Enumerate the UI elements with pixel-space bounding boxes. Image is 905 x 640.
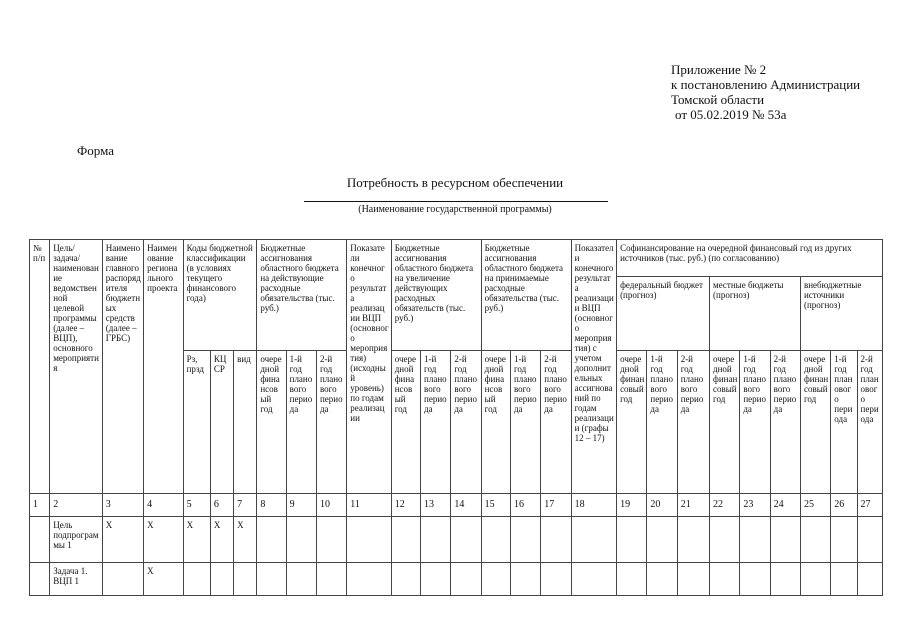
column-number: 12 — [391, 494, 420, 517]
header-plan-year-1: 1-й год планового периода — [421, 351, 451, 494]
appendix-block — [671, 62, 860, 122]
appendix-line-3: Томской области — [671, 92, 765, 107]
header-plan-year-1: 1-й год планового периода — [510, 351, 540, 494]
column-number: 9 — [286, 494, 316, 517]
table-cell — [316, 517, 346, 563]
table-cell — [481, 517, 510, 563]
header-federal: федеральный бюджет (прогноз) — [617, 277, 710, 351]
column-number: 20 — [647, 494, 677, 517]
column-number: 4 — [144, 494, 183, 517]
form-label: Форма — [77, 143, 114, 158]
row-project: Х — [144, 563, 183, 596]
header-current-year: очередной финансовый год — [391, 351, 420, 494]
column-number: 10 — [316, 494, 346, 517]
header-no: № п/п — [30, 240, 50, 494]
row-rz: Х — [183, 517, 210, 563]
column-number: 24 — [770, 494, 800, 517]
table-cell — [510, 563, 540, 596]
resource-table — [29, 239, 883, 596]
table-cell — [451, 563, 481, 596]
table-row — [30, 563, 883, 596]
header-rz: Рз, прзд — [183, 351, 210, 494]
header-goal: Цель/задача/наименование ведомственной целевой программы (далее – ВЦП), основного мероприятия — [50, 240, 103, 494]
table-row — [30, 517, 883, 563]
table-cell — [541, 517, 571, 563]
header-cofinancing: Софинансирование на очередной финансовый год из других источников (тыс. руб.) (по согласованию) — [617, 240, 883, 277]
header-plan-year-2: 2-й год планового периода — [770, 351, 800, 494]
table-cell — [234, 563, 257, 596]
table-cell — [347, 563, 391, 596]
header-plan-year-2: 2-й год планового периода — [677, 351, 709, 494]
header-csr: КЦСР — [210, 351, 233, 494]
header-plan-year-2: 2-й год планового периода — [541, 351, 571, 494]
column-number: 21 — [677, 494, 709, 517]
appendix-line-1: Приложение № 2 — [671, 62, 767, 77]
table-cell — [183, 563, 210, 596]
column-number: 14 — [451, 494, 481, 517]
table-cell — [740, 517, 770, 563]
table-cell — [740, 563, 770, 596]
table-cell — [571, 563, 616, 596]
table-cell — [347, 517, 391, 563]
table-cell — [286, 563, 316, 596]
header-current-year: очередной финансовый год — [481, 351, 510, 494]
row-vid: Х — [234, 517, 257, 563]
column-number: 25 — [800, 494, 830, 517]
column-number: 17 — [541, 494, 571, 517]
appendix-line-2: к постановлению Администрации — [671, 77, 861, 92]
table-cell — [857, 563, 882, 596]
column-number: 7 — [234, 494, 257, 517]
table-cell — [647, 563, 677, 596]
header-plan-year-2: 2-й год планового периода — [316, 351, 346, 494]
program-name-line — [304, 201, 608, 202]
table-cell — [857, 517, 882, 563]
row-project: Х — [144, 517, 183, 563]
header-plan-year-1: 1-й год планового периода — [286, 351, 316, 494]
column-number: 19 — [617, 494, 647, 517]
table-cell — [831, 517, 857, 563]
header-plan-year-2: 2-й год планового периода — [451, 351, 481, 494]
column-number: 3 — [102, 494, 143, 517]
column-number: 16 — [510, 494, 540, 517]
appendix-line-4: от 05.02.2019 № 53а — [675, 107, 787, 122]
row-name: Цель подпрограммы 1 — [50, 517, 103, 563]
header-current-year: очередной финансовый год — [257, 351, 286, 494]
row-grbs: Х — [102, 517, 143, 563]
header-local: местные бюджеты (прогноз) — [710, 277, 801, 351]
header-plan-year-1: 1-й год планового периода — [831, 351, 857, 494]
column-number: 27 — [857, 494, 882, 517]
table-cell — [571, 517, 616, 563]
table-cell — [421, 517, 451, 563]
table-cell — [647, 517, 677, 563]
header-grbs: Наименование главного распорядителя бюджетных средств (далее – ГРБС) — [102, 240, 143, 494]
table-cell — [316, 563, 346, 596]
table-cell — [102, 563, 143, 596]
header-plan-year-1: 1-й год планового периода — [740, 351, 770, 494]
table-cell — [510, 517, 540, 563]
row-name: Задача 1. ВЦП 1 — [50, 563, 103, 596]
column-number-row — [30, 494, 883, 517]
column-number: 23 — [740, 494, 770, 517]
table-cell — [286, 517, 316, 563]
column-number: 5 — [183, 494, 210, 517]
header-plan-year-2: 2-й год планового периода — [857, 351, 882, 494]
header-current-year: очередной финансовый год — [617, 351, 647, 494]
header-indicators: Показатели конечного результата реализации ВЦП (основного мероприятия) (исходный уровень) по годам реализации — [347, 240, 391, 494]
table-cell — [800, 563, 830, 596]
header-increase: Бюджетные ассигнования областного бюджета на увеличение действующих расходных обязательств (тыс. руб.) — [391, 240, 481, 351]
table-cell — [677, 517, 709, 563]
table-cell — [677, 563, 709, 596]
header-extra: внебюджетные источники (прогноз) — [800, 277, 882, 351]
header-indicators-extra: Показатели конечного результата реализации ВЦП (основного мероприятия) с учетом дополнительных ассигнований по годам реализации (графы 12 – 17) — [571, 240, 616, 494]
column-number: 8 — [257, 494, 286, 517]
table-cell — [541, 563, 571, 596]
row-csr: Х — [210, 517, 233, 563]
table-cell — [770, 517, 800, 563]
table-cell — [391, 517, 420, 563]
column-number: 13 — [421, 494, 451, 517]
table-cell — [451, 517, 481, 563]
header-vid: вид — [234, 351, 257, 494]
table-cell — [831, 563, 857, 596]
table-cell — [421, 563, 451, 596]
table-cell — [391, 563, 420, 596]
table-cell — [617, 517, 647, 563]
column-number: 1 — [30, 494, 50, 517]
table-cell — [30, 563, 50, 596]
header-project: Наименование регионального проекта — [144, 240, 183, 494]
table-cell — [481, 563, 510, 596]
table-cell — [210, 563, 233, 596]
table-cell — [800, 517, 830, 563]
column-number: 11 — [347, 494, 391, 517]
column-number: 15 — [481, 494, 510, 517]
table-cell — [617, 563, 647, 596]
column-number: 18 — [571, 494, 616, 517]
header-accepted: Бюджетные ассигнования областного бюджета на принимаемые расходные обязательства (тыс. руб.) — [481, 240, 571, 351]
column-number: 22 — [710, 494, 740, 517]
table-cell — [30, 517, 50, 563]
header-current-year: очередной финансовый год — [800, 351, 830, 494]
table-cell — [770, 563, 800, 596]
header-current: Бюджетные ассигнования областного бюджета на действующие расходные обязательства (тыс. руб.) — [257, 240, 347, 351]
table-cell — [710, 517, 740, 563]
page-title: Потребность в ресурсном обеспечении — [346, 175, 564, 190]
table-cell — [257, 517, 286, 563]
column-number: 6 — [210, 494, 233, 517]
header-codes: Коды бюджетной классификации (в условиях текущего финансового года) — [183, 240, 257, 351]
table-cell — [257, 563, 286, 596]
header-current-year: очередной финансовый год — [710, 351, 740, 494]
page-subtitle: (Наименование государственной программы) — [358, 204, 552, 215]
column-number: 26 — [831, 494, 857, 517]
header-plan-year-1: 1-й год планового периода — [647, 351, 677, 494]
table-cell — [710, 563, 740, 596]
column-number: 2 — [50, 494, 103, 517]
